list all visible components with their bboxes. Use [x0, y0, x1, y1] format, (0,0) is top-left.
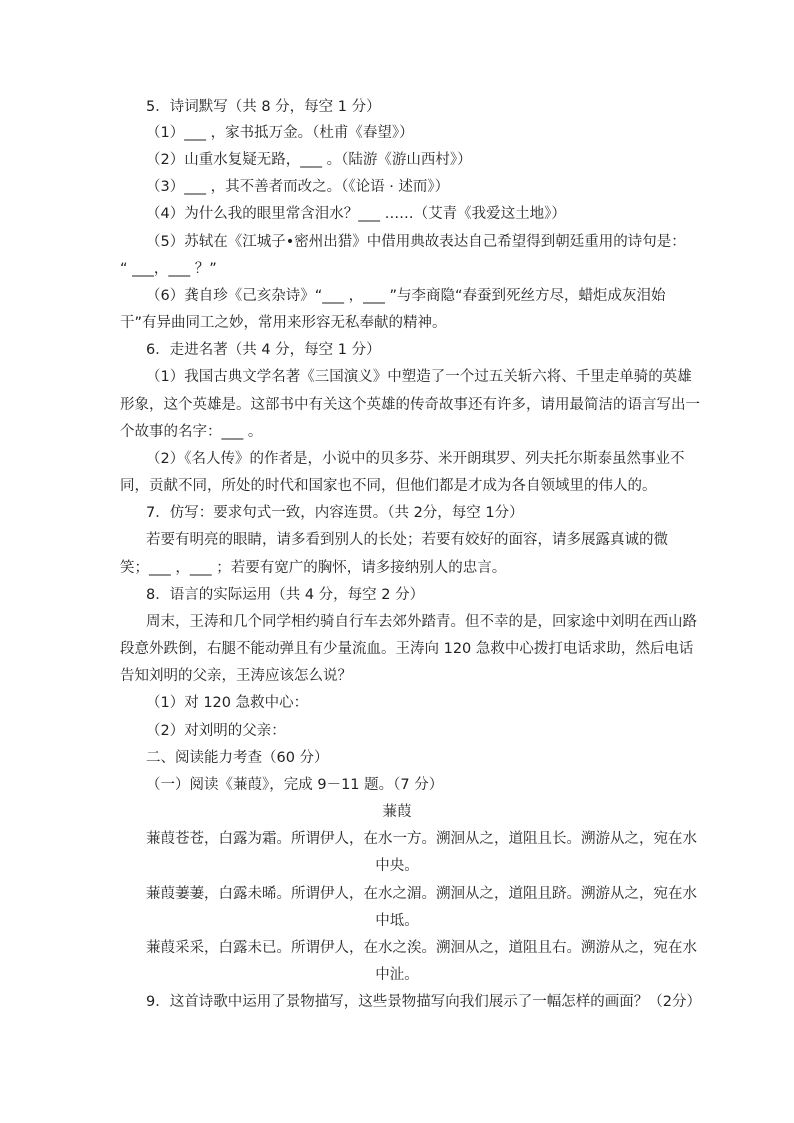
poem-stanza-3-end: 中沚。	[375, 967, 419, 983]
poem-stanza-2: 蒹葭萋萋，白露未晞。所谓伊人，在水之湄。溯洄从之，道阻且跻。溯游从之，宛在水	[146, 886, 697, 902]
q7-heading: 7．仿写：要求句式一致，内容连贯。（共 2分，每空 1分）	[146, 505, 524, 521]
q5-item-1: （1）___ ，家书抵万金。（杜甫《春望》）	[146, 125, 414, 141]
q7-line-2: 笑；___ ，___ ；若要有宽广的胸怀，请多接纳别人的忠言。	[120, 560, 507, 576]
q6-heading: 6．走进名著（共 4 分，每空 1 分）	[146, 342, 381, 358]
poem-stanza-1-end: 中央。	[375, 858, 419, 874]
q5-item-2: （2）山重水复疑无路，___ 。（陆游《游山西村》）	[146, 152, 472, 168]
q5-item-4: （4）为什么我的眼里常含泪水？___ ……（艾青《我爱这土地》）	[146, 206, 566, 222]
q8-para-3: 告知刘明的父亲，王涛应该怎么说？	[120, 668, 352, 684]
q8-para-2: 段意外跌倒，右腿不能动弹且有少量流血。王涛向 120 急救中心拨打电话求助，然后电话	[120, 641, 694, 657]
q6-item-2-cont: 同，贡献不同，所处的时代和国家也不同，但他们都是才成为各自领域里的伟人的。	[120, 478, 657, 494]
poem-stanza-2-end: 中坻。	[375, 913, 419, 929]
q8-sub-2: （2）对刘明的父亲：	[146, 723, 286, 739]
q5-item-5-blank: “ ___，___ ？”	[120, 261, 217, 277]
poem-stanza-1: 蒹葭苍苍，白露为霜。所谓伊人，在水一方。溯洄从之，道阻且长。溯游从之，宛在水	[146, 831, 697, 847]
q8-sub-1: （1）对 120 急救中心：	[146, 695, 309, 711]
section2-heading: 二、阅读能力考查（60 分）	[146, 750, 329, 766]
q5-item-5: （5）苏轼在《江城子•密州出猎》中借用典故表达自己希望得到朝廷重用的诗句是：	[146, 234, 686, 250]
q6-item-1: （1）我国古典文学名著《三国演义》中塑造了一个过五关斩六将、千里走单骑的英雄	[146, 369, 692, 385]
q6-item-1-cont2: 个故事的名字：___ 。	[120, 424, 263, 440]
q5-item-6-cont: 干”有异曲同工之妙，常用来形容无私奉献的精神。	[120, 315, 447, 331]
poem-stanza-3: 蒹葭采采，白露未已。所谓伊人，在水之涘。溯洄从之，道阻且右。溯游从之，宛在水	[146, 940, 697, 956]
q8-para-1: 周末，王涛和几个同学相约骑自行车去郊外踏青。但不幸的是，回家途中刘明在西山路	[146, 614, 697, 630]
q6-item-1-cont: 形象，这个英雄是。这部书中有关这个英雄的传奇故事还有许多，请用最简洁的语言写出一	[120, 397, 700, 413]
q7-line-1: 若要有明亮的眼睛，请多看到别人的长处；若要有姣好的面容，请多展露真诚的微	[146, 532, 668, 548]
q5-heading: 5．诗词默写（共 8 分，每空 1 分）	[146, 99, 381, 115]
poem-title: 蒹葭	[382, 804, 412, 820]
q5-item-6: （6）龚自珍《己亥杂诗》“___ ，___ ”与李商隐“春蚕到死丝方尽，蜡炬成灰泪始	[146, 288, 666, 304]
q9-question: 9．这首诗歌中运用了景物描写，这些景物描写向我们展示了一幅怎样的画面？（2分）	[146, 994, 701, 1010]
q8-heading: 8．语言的实际运用（共 4 分，每空 2 分）	[146, 587, 425, 603]
section2-subheading: （一）阅读《蒹葭》，完成 9－11 题。（7 分）	[146, 777, 444, 793]
q6-item-2: （2）《名人传》的作者是，小说中的贝多芬、米开朗琪罗、列夫托尔斯泰虽然事业不	[146, 451, 685, 467]
q5-item-3: （3）___ ，其不善者而改之。（《论语 · 述而》）	[146, 179, 450, 195]
